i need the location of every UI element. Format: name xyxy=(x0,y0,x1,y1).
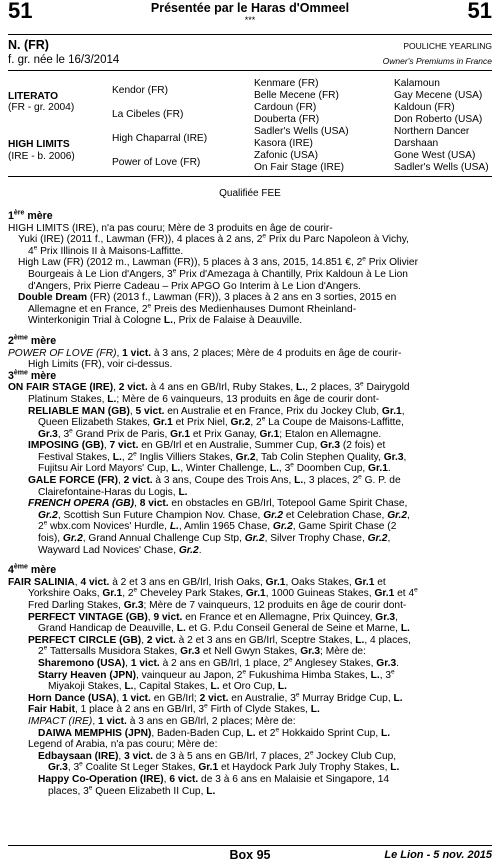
produce-entry: RELIABLE MAN (GB), 5 vict. en Australie et en France, Prix du Jockey Club, Gr.1, xyxy=(28,405,405,417)
horse-category: POULICHE YEARLING xyxy=(403,41,492,51)
produce-entry-cont: d'Angers, Prix Pierre Cadeau – Prix APGO Go Interim à Le Lion d'Angers. xyxy=(28,280,361,292)
produce-entry: Horn Dance (USA), 1 vict. en GB/Irl; 2 vict. en Australie, 3e Murray Bridge Cup, L. xyxy=(28,691,403,704)
produce-entry: GALE FORCE (FR), 2 vict. à 3 ans, Coupe des Trois Ans, L., 3 places, 2e G. P. de xyxy=(28,473,401,487)
produce-entry: Sharemono (USA), 1 vict. à 2 ans en GB/Irl, 1 place, 2e Anglesey Stakes, Gr.3. xyxy=(38,656,399,669)
produce-entry-cont: Wayward Lad Novices' Chase, Gr.2. xyxy=(38,544,202,556)
produce-entry-cont: 4e Prix Illinois II à Maisons-Laffitte. xyxy=(28,244,184,257)
produce-entry-cont: Allemagne et en France, 2e Preis des Medienhauses Dumont Rheinland- xyxy=(28,302,357,315)
section-heading-2eme-mere: 2ème mère xyxy=(8,334,57,347)
pedigree-gen2: Power of Love (FR) xyxy=(112,157,201,168)
produce-entry: DAIWA MEMPHIS (JPN), Baden-Baden Cup, L. et 2e Hokkaido Sprint Cup, L. xyxy=(38,726,391,739)
produce-entry-cont: 2e wbx.com Novices' Hurdle, L., Amlin 1965 Chase, Gr.2, Game Spirit Chase (2 xyxy=(38,520,397,533)
pedigree-top-rule xyxy=(8,70,492,71)
pedigree-gen4: Darshaan xyxy=(394,138,439,149)
sire-detail: (FR - gr. 2004) xyxy=(8,102,75,113)
fourth-dam-paragraph-cont: Fred Darling Stakes, Gr.3; Mère de 7 vainqueurs, 12 produits en âge de courir dont- xyxy=(28,600,407,611)
grandam-paragraph: POWER OF LOVE (FR), 1 vict. à 3 ans, 2 places; Mère de 4 produits en âge de courir- xyxy=(8,347,402,359)
pedigree-gen3: Zafonic (USA) xyxy=(254,150,318,161)
produce-entry: Edbaysaan (IRE), 3 vict. de 3 à 5 ans en GB/Irl, 7 places, 2e Jockey Club Cup, xyxy=(38,749,397,762)
produce-entry-cont: Bourgeais à Le Lion d'Angers, 3e Prix d'Amezaga à Chantilly, Prix Kaldoun à Le Lion xyxy=(28,267,408,280)
horse-name: N. (FR) xyxy=(8,38,49,52)
footer-rule xyxy=(8,845,492,846)
presenter-line: Présentée par le Haras d'Ommeel xyxy=(150,1,350,15)
produce-entry-cont: Miyakoji Stakes, L., Capital Stakes, L. et Oro Cup, L. xyxy=(48,681,287,693)
lot-number-right: 51 xyxy=(467,0,492,23)
produce-entry: FRENCH OPERA (GB), 8 vict. en obstacles en GB/Irl, Totepool Game Spirit Chase, xyxy=(28,498,408,510)
produce-entry-cont: Gr.3, 3e Grand Prix de Paris, Gr.1 et Prix Ganay, Gr.1; Etalon en Allemagne. xyxy=(38,427,382,440)
produce-entry-cont: Grand Handicap de Deauville, L. et G. P.du Conseil General de Seine et Marne, L. xyxy=(38,623,410,635)
pedigree-gen2: Kendor (FR) xyxy=(112,85,169,96)
pedigree-gen4: Gone West (USA) xyxy=(394,150,476,161)
section-heading-1ere-mere: 1ère mère xyxy=(8,209,53,222)
dam-name: HIGH LIMITS xyxy=(8,139,70,150)
fourth-dam-paragraph: FAIR SALINIA, 4 vict. à 2 et 3 ans en GB/Irl, Irish Oaks, Gr.1, Oaks Stakes, Gr.1 et xyxy=(8,576,386,588)
third-dam-paragraph-cont: Platinum Stakes, L.; Mère de 6 vainqueurs, 13 produits en âge de courir dont- xyxy=(28,393,380,405)
produce-entry-cont: fois), Gr.2, Grand Annual Challenge Cup Stp, Gr.2, Silver Trophy Chase, Gr.2, xyxy=(38,533,391,545)
produce-entry: IMPACT (IRE), 1 vict. à 3 ans en GB/Irl, 2 places; Mère de: xyxy=(28,715,296,727)
produce-entry: High Law (FR) (2012 m., Lawman (FR)), 5 places à 3 ans, 2015, 14.851 €, 2e Prix Olivier xyxy=(18,255,418,269)
sire-name: LITERATO xyxy=(8,91,58,102)
pedigree-gen4: Gay Mecene (USA) xyxy=(394,90,483,101)
produce-entry: PERFECT CIRCLE (GB), 2 vict. à 2 et 3 ans en GB/Irl, Sceptre Stakes, L., 4 places, xyxy=(28,634,411,646)
horse-description: f. gr. née le 16/3/2014 xyxy=(8,54,120,66)
produce-entry: Yuki (IRE) (2011 f., Lawman (FR)), 4 places à 2 ans, 2e Prix du Parc Napoleon à Vichy, xyxy=(18,232,409,246)
pedigree-gen4: Don Roberto (USA) xyxy=(394,114,483,125)
produce-entry: Double Dream (FR) (2013 f., Lawman (FR)), 3 places à 2 ans en 3 sorties, 2015 en xyxy=(18,292,397,304)
produce-entry: IMPOSING (GB), 7 vict. en GB/Irl et en Australie, Summer Cup, Gr.3 (2 fois) et xyxy=(28,440,386,452)
pedigree-gen2: La Cibeles (FR) xyxy=(112,109,184,120)
pedigree-gen3: Belle Mecene (FR) xyxy=(254,90,339,101)
produce-entry-cont: Clairefontaine-Haras du Logis, L. xyxy=(38,486,188,498)
pedigree-gen3: On Fair Stage (IRE) xyxy=(254,162,345,173)
produce-entry-cont: places, 3e Queen Elizabeth II Cup, L. xyxy=(48,784,216,797)
produce-entry-cont: Winterkonigin Trial à Cologne L., Prix de Falaise à Deauville. xyxy=(28,315,303,327)
produce-entry-cont: Festival Stakes, L., 2e Inglis Villiers Stakes, Gr.2, Tab Colin Stephen Quality, Gr.3, xyxy=(38,450,407,463)
produce-entry: Starry Heaven (JPN), vainqueur au Japon, 2e Fukushima Himba Stakes, L., 3e xyxy=(38,668,395,681)
section-heading-3eme-mere: 3ème mère xyxy=(8,369,57,382)
produce-record xyxy=(8,211,492,797)
sale-date: Le Lion - 5 nov. 2015 xyxy=(384,849,492,861)
produce-entry: Fair Habit, 1 place à 2 ans en GB/Irl, 3e Firth of Clyde Stakes, L. xyxy=(28,702,320,716)
header-rule xyxy=(8,34,492,35)
stars: *** xyxy=(244,15,256,25)
grandam-paragraph-cont: High Limits (FR), voir ci-dessus. xyxy=(28,359,173,371)
pedigree-gen3: Kenmare (FR) xyxy=(254,78,319,89)
pedigree-gen3: Cardoun (FR) xyxy=(254,102,317,113)
fourth-dam-paragraph-cont: Yorkshire Oaks, Gr.1, 2e Cheveley Park Stakes, Gr.1, 1000 Guineas Stakes, Gr.1 et 4e xyxy=(28,587,418,600)
produce-entry: Happy Co-Operation (IRE), 6 vict. de 3 à 6 ans en Malaisie et Singapore, 14 xyxy=(38,773,390,785)
pedigree-gen4: Kaldoun (FR) xyxy=(394,102,455,113)
pedigree-gen3: Kasora (IRE) xyxy=(254,138,313,149)
pedigree-gen4: Northern Dancer xyxy=(394,126,470,137)
produce-entry-cont: Gr.3, 3e Coalite St Leger Stakes, Gr.1 et Haydock Park July Trophy Stakes, L. xyxy=(48,760,400,774)
produce-entry: PERFECT VINTAGE (GB), 9 vict. en France et en Allemagne, Prix Quincey, Gr.3, xyxy=(28,611,398,623)
qualification: Qualifiée FEE xyxy=(219,188,281,199)
produce-entry-cont: Gr.2, Scottish Sun Future Champion Nov. Chase, Gr.2 et Celebration Chase, Gr.2, xyxy=(38,509,410,521)
third-dam-paragraph: ON FAIR STAGE (IRE), 2 vict. à 4 ans en GB/Irl, Ruby Stakes, L., 2 places, 3e Dairygold xyxy=(8,380,410,394)
pedigree-gen2: High Chaparral (IRE) xyxy=(112,133,208,144)
owner-premiums: Owner's Premiums in France xyxy=(382,56,492,66)
section-heading-4eme-mere: 4ème mère xyxy=(8,563,57,577)
pedigree-gen4: Kalamoun xyxy=(394,78,440,89)
dam-paragraph: HIGH LIMITS (IRE), n'a pas couru; Mère de 3 produits en âge de courir- xyxy=(8,222,333,234)
produce-entry-cont: 2e Tattersalls Musidora Stakes, Gr.3 et Nell Gwyn Stakes, Gr.3; Mère de: xyxy=(38,644,366,658)
produce-entry-cont: Queen Elizabeth Stakes, Gr.1 et Prix Niel, Gr.2, 2e La Coupe de Maisons-Laffitte, xyxy=(38,415,404,429)
box-number: Box 95 xyxy=(229,848,271,862)
produce-entry: Legend of Arabia, n'a pas couru; Mère de: xyxy=(28,739,218,751)
pedigree-gen3: Douberta (FR) xyxy=(254,114,320,125)
lot-number-left: 51 xyxy=(8,0,33,23)
pedigree-bottom-rule xyxy=(8,176,492,177)
pedigree-gen4: Sadler's Wells (USA) xyxy=(394,162,489,173)
pedigree-gen3: Sadler's Wells (USA) xyxy=(254,126,349,137)
produce-entry-cont: Fujitsu Air Lord Mayors' Cup, L., Winter Challenge, L., 3e Doomben Cup, Gr.1. xyxy=(38,462,391,475)
dam-detail: (IRE - b. 2006) xyxy=(8,151,75,162)
